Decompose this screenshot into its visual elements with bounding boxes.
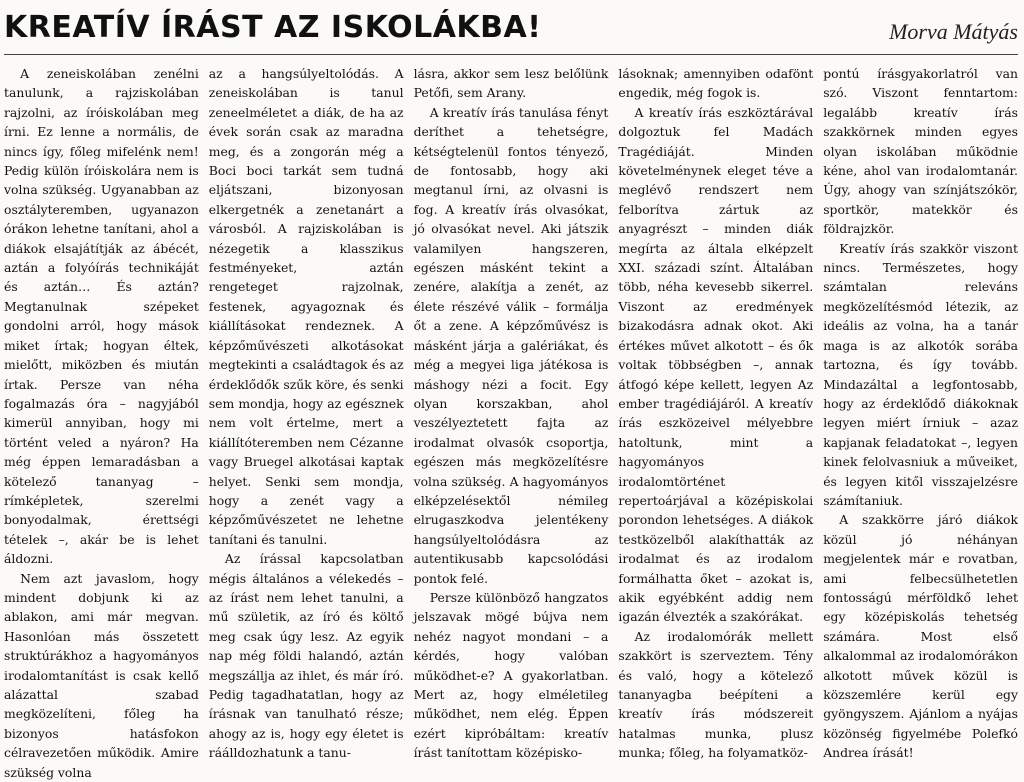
text-column-2 [208, 64, 404, 761]
text-column-3 [413, 64, 609, 761]
paragraph: lásoknak; amennyiben odafönt engedik, még fogok is. [618, 66, 814, 101]
text-column-1 [4, 64, 199, 780]
paragraph: Nem azt javaslom, hogy mindent dobjunk ki az ablakon, ami már megvan. Hasonlóan más összetett struktúrákhoz a hagyományos irodalomtanítást is csak kellő alázattal szabad megközelíteni, főleg ha bizonyos hatásfokon célravezetően működik. Amire szükség volna [4, 570, 199, 780]
paragraph: lásra, akkor sem lesz belőlünk Petőfi, sem Arany. [413, 66, 609, 101]
paragraph: A kreatív írás eszköztárával dolgoztuk fel Madách Tragédiáját. Minden követelménynek eleget téve a meglévő rendszert nem felborítva zártuk az anyagrészt – minden diák megírta az általa elképzelt XXI. századi színt. Általában több, néha kevesebb sikerrel. Viszont az eredmények bizakodásra adnak okot. Aki értékes művet alkotott – és ők voltak többségben –, annak átfogó képe kellett, legyen Az ember tragédiájáról. A kreatív írás eszközeivel mélyebbre hatoltunk, mint a hagyományos irodalomtörténet repertoárjával a középiskolai porondon lehetséges. A diákok testközelből alakíthatták az irodalmat és az irodalom formálhatta őket – azokat is, akik egyébként addig nem igazán élvezték a szakórákat. [618, 104, 814, 625]
text-column-5 [823, 64, 1018, 761]
paragraph: pontú írásgyakorlatról van szó. Viszont fenntartom: legalább kreatív írás szakkörnek minden egyes olyan iskolában működnie kéne, ahol van irodalomtanár. Úgy, ahogy van színjátszókör, sportkör, matekkör és földrajzkör. [823, 66, 1018, 237]
text-column-4 [618, 64, 814, 761]
article-title: KREATÍV ÍRÁST AZ ISKOLÁKBA! [4, 10, 542, 45]
article-author: Morva Mátyás [889, 19, 1018, 44]
paragraph: A szakkörre járó diákok közül jó néhányan megjelentek már e rovatban, ami felbecsülhetetlen fontosságú mérföldkő lehet egy középiskolás tehetség számára. Most első alkalommal az irodalomórákon alkotott művek közül is közszemlére kerül egy gyöngyszem. Ajánlom a nyájas közönség figyelmébe Polefkó Andrea írását! [823, 512, 1018, 761]
paragraph: Persze különböző hangzatos jelszavak mögé bújva nem nehéz nagyot mondani – a kérdés, hogy valóban működhet-e? A gyakorlatban. Mert az, hogy elméletileg működhet, nem elég. Éppen ezért kipróbáltam: kreatív írást tanítottam középisko- [413, 589, 609, 761]
article-header [4, 4, 1018, 54]
paragraph: az a hangsúlyeltolódás. A zeneiskolában is tanul zeneelméletet a diák, de ha az évek során csak az maradna meg, és a zongorán még a Boci boci tarkát sem tudná eljátszani, bizonyosan elkergetnék a zenetanárt a városból. A rajziskolában is nézegetik a klasszikus festményeket, aztán rengeteget rajzolnak, festenek, agyagoznak és kiállításokat rendeznek. A képzőművészeti alkotásokat megtekinti a családtagok és az érdeklődők szűk köre, és senki sem mondja, hogy az egésznek nem volt értelme, mert a kiállítóteremben nem Cézanne vagy Bruegel alkotásai kaptak helyet. Senki sem mondja, hogy a zenét vagy a képzőművészetet ne lehetne tanítani és tanulni. [208, 66, 404, 547]
paragraph: A kreatív írás tanulása fényt deríthet a tehetségre, kétségtelenül fontos tényező, de fontosabb, hogy aki megtanul írni, az olvasni is fog. A kreatív írás olvasókat, jó olvasókat nevel. Aki játszik valamilyen hangszeren, egészen másként tekint a zenére, alakítja a zenét, az élete részévé válik – formálja őt a zene. A képzőművész is másként járja a galériákat, és még a megyei liga játékosa is máshogy nézi a focit. Egy olyan korszakban, ahol veszélyeztetett fajta az irodalmat olvasók csoportja, egészen más megközelítésre volna szükség. A hagyományos elképzelésektől némileg elrugaszkodva jelentékeny hangsúlyeltolódásra az autentikusabb kapcsolódási pontok felé. [413, 104, 609, 586]
paragraph: Kreatív írás szakkör viszont nincs. Természetes, hogy számtalan releváns megközelítésmód létezik, az ideális az volna, ha a tanár maga is az alkotók sorába tartozna, és így tovább. Mindazáltal a legfontosabb, hogy az érdeklődő diákoknak legyen miért írniuk – azaz kapjanak feladatokat –, legyen kinek felolvasniuk a műveiket, és legyen kitől visszajelzésre számítaniuk. [823, 240, 1018, 508]
article-columns [4, 64, 1018, 780]
paragraph: Az írással kapcsolatban mégis általános a vélekedés – az írást nem lehet tanulni, a mű születik, az író és költő meg csak úgy lesz. Az egyik nap még földi halandó, aztán megszállja az ihlet, és már író. Pedig tagadhatatlan, hogy az írásnak van tanulható része; ahogy az is, hogy egy életet is ráálldozhatunk a tanu- [208, 551, 404, 761]
paragraph: A zeneiskolában zenélni tanulunk, a rajziskolában rajzolni, az íróiskolában meg írni. Ez lenne a normális, de nincs így, főleg mifelénk nem! Pedig külön íróiskolára nem is volna szükség. Ugyanabban az osztályteremben, ugyanazon órákon lehetne tanítani, ahol a diákok elsajátítják az ábécét, aztán a folyóírás technikáját és aztán… És aztán? Megtanulnak szépeket gondolni arról, hogy mások miket írtak; hogyan éltek, mielőtt, miközben és miután írtak. Persze van néha fogalmazás óra – nagyjából kimerül annyiban, hogy mi történt veled a nyáron? Ha még éppen lemaradásban a kötelező tananyag – rímképletek, szerelmi bonyodalmak, érettségi tételek –, akár be is lehet áldozni. [4, 66, 199, 567]
header-divider [4, 54, 1018, 55]
paragraph: Az irodalomórák mellett szakkört is szerveztem. Tény és való, hogy a kötelező tananyagba beépíteni a kreatív írás módszereit hatalmas munka, plusz munka; főleg, ha folyamatköz- [618, 628, 814, 761]
